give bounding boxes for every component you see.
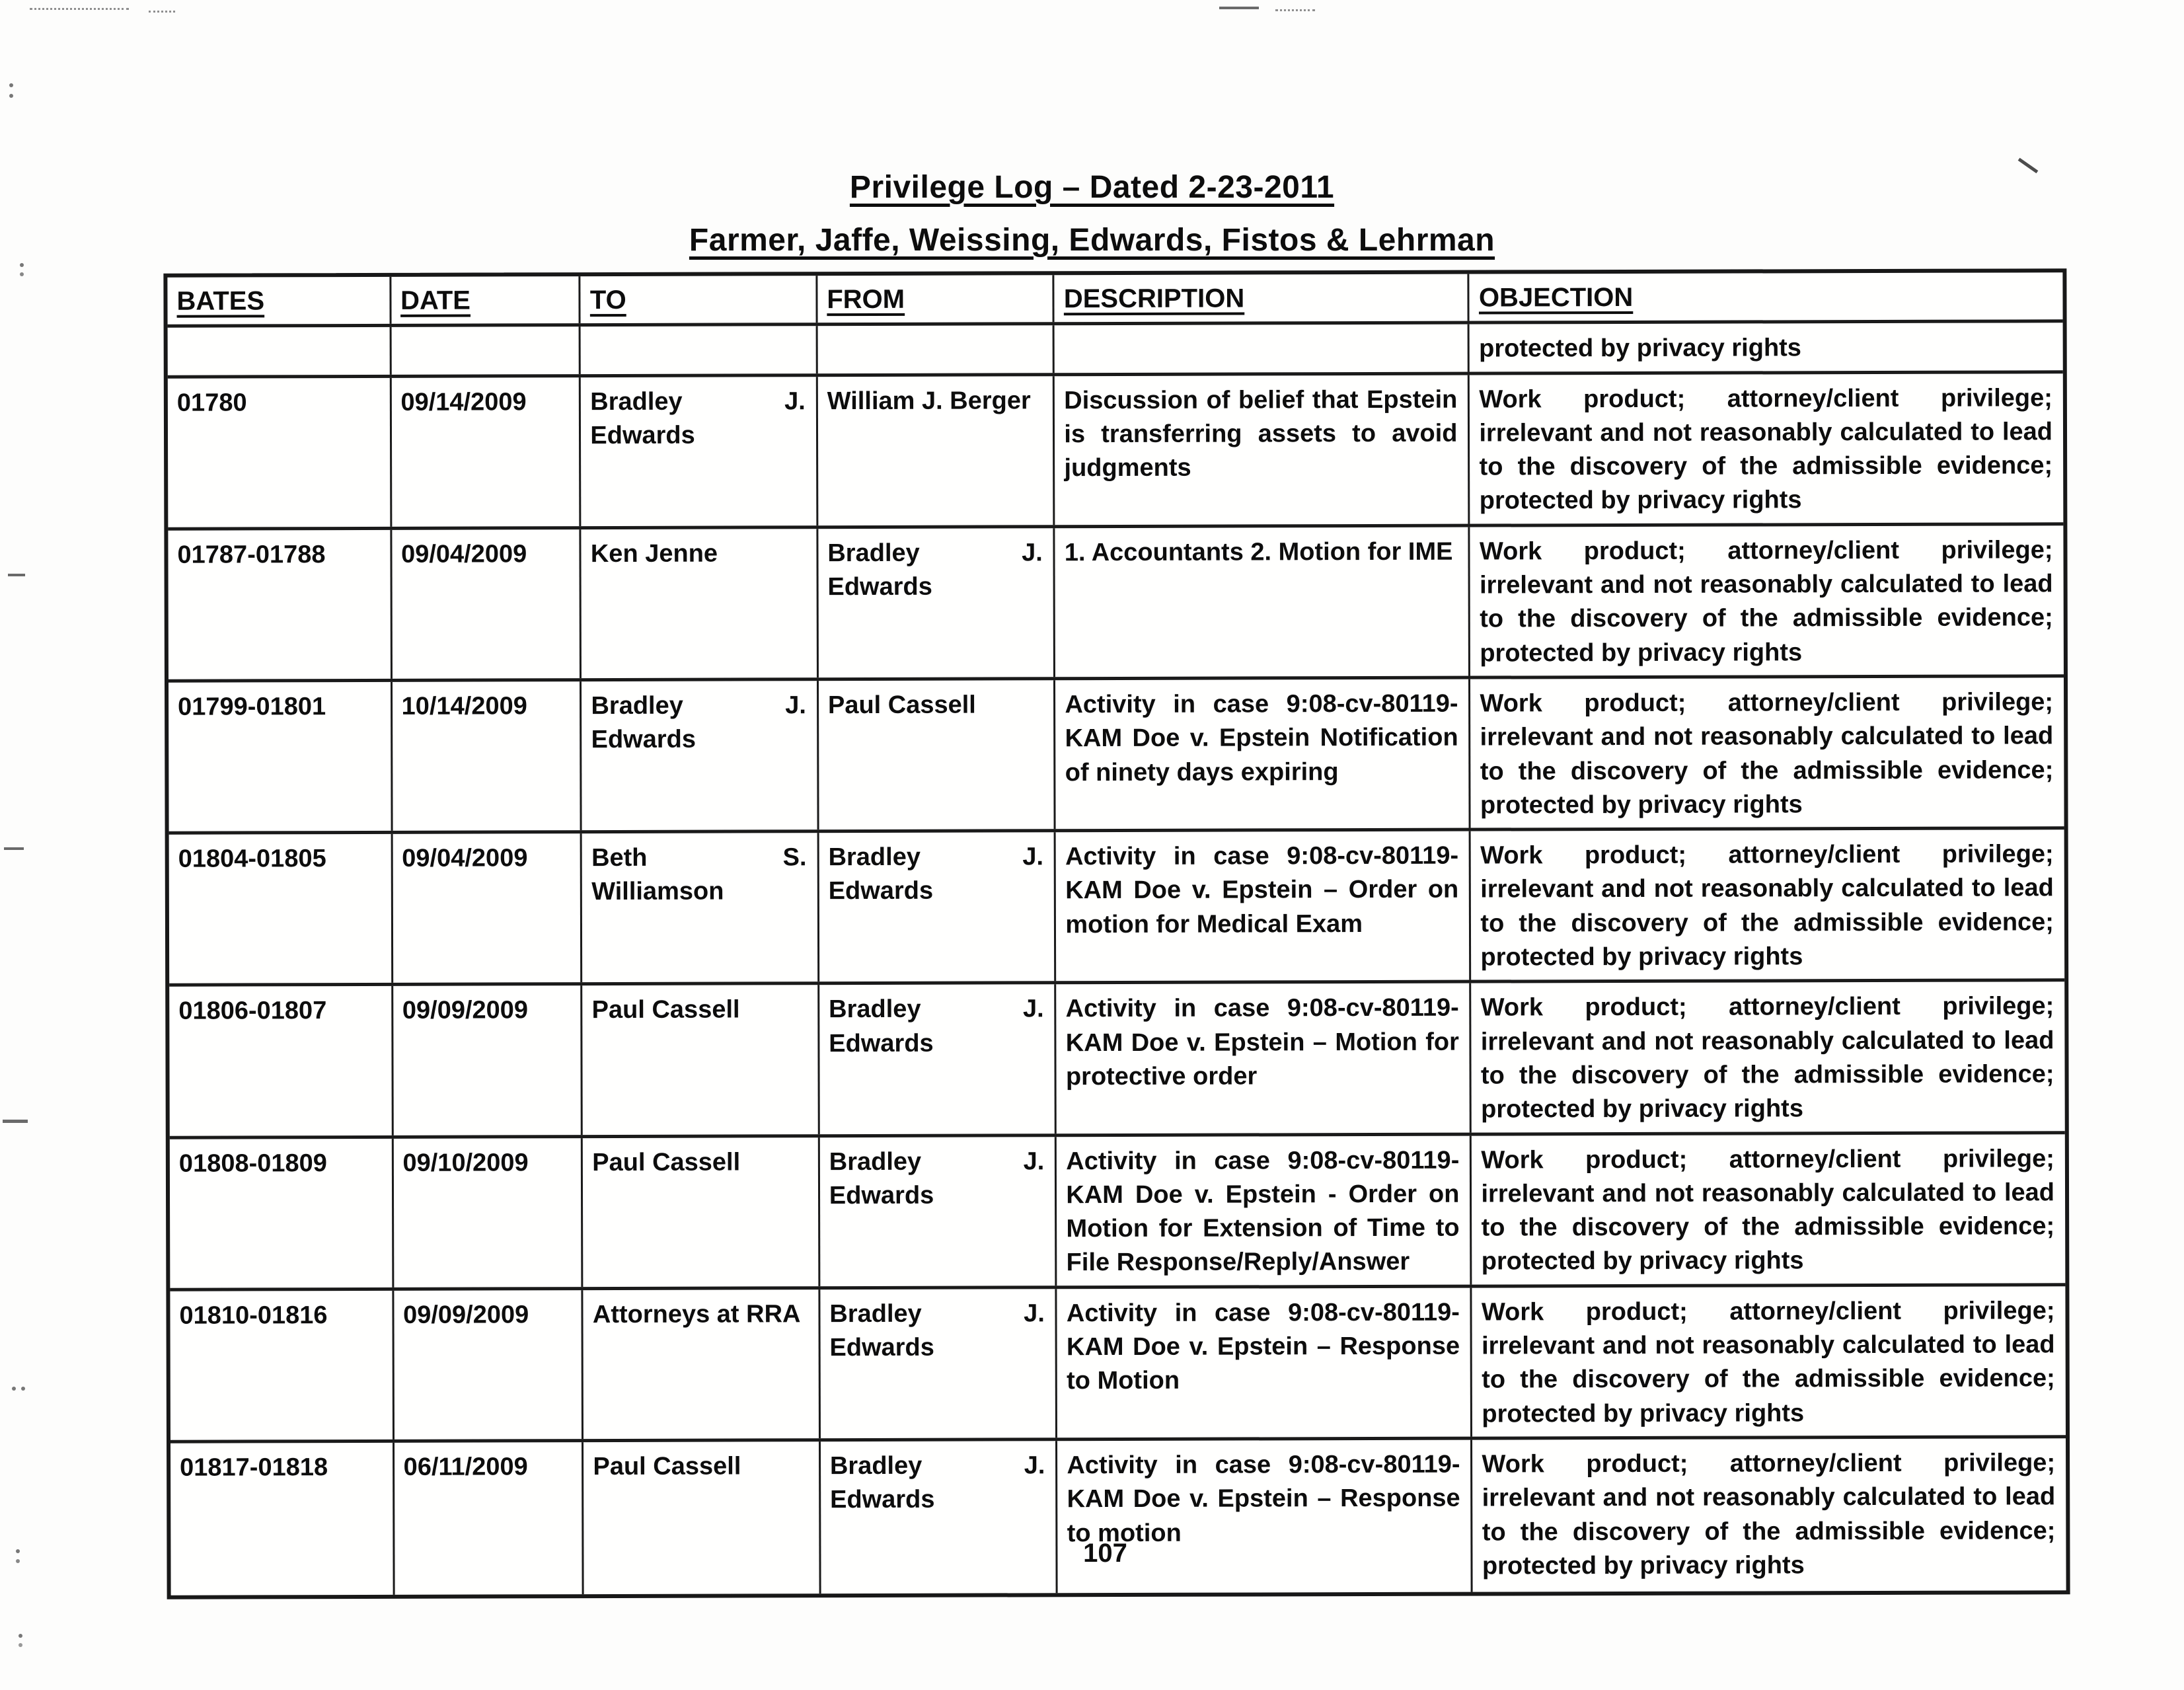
cell-objection: Work product; attorney/client privilege; irrelevant and not reasonably calculated to lead to the discovery of the admissible evidence; protected by privacy rights: [1469, 829, 2064, 980]
column-header-label: BATES: [176, 286, 265, 316]
scan-artifact: [4, 847, 24, 850]
table-row-1: [168, 370, 2064, 527]
cell-date: 09/14/2009: [389, 377, 579, 527]
cell-bates: 01806-01807: [178, 997, 327, 1026]
column-header-label: TO: [589, 285, 626, 315]
cell-description: Activity in case 9:08-cv-80119-KAM Doe v. Epstein – Response to motion: [1055, 1440, 1471, 1594]
cell-description: Discussion of belief that Epstein is transferring assets to avoid judgments: [1053, 375, 1468, 525]
cell-date: 06/11/2009: [393, 1442, 582, 1595]
table-row-4: [169, 826, 2065, 983]
cell-objection: Work product; attorney/client privilege; irrelevant and not reasonably calculated to lead to the discovery of the admissible evidence; protected by privacy rights: [1470, 1134, 2065, 1285]
cell-bates: 01799-01801: [178, 693, 326, 721]
document-subtitle: Farmer, Jaffe, Weissing, Edwards, Fistos & Lehrman: [689, 223, 1495, 258]
scan-artifact: [1219, 7, 1259, 9]
cell-to: Ken Jenne: [580, 529, 817, 678]
cell-from: Paul Cassell: [817, 680, 1054, 829]
column-header-to: [579, 276, 816, 323]
cell-bates: 01780: [176, 389, 247, 417]
document-title: Privilege Log – Dated 2-23-2011: [849, 170, 1335, 205]
column-header-label: FROM: [827, 284, 905, 315]
cell-date: 09/04/2009: [391, 833, 580, 983]
table-row-6: [170, 1131, 2066, 1288]
cell-objection: protected by privacy rights: [1468, 323, 2063, 372]
cell-objection: Work product; attorney/client privilege; irrelevant and not reasonably calculated to lead to the discovery of the admissible evidence; protected by privacy rights: [1470, 1438, 2066, 1592]
page-number: 107: [1083, 1539, 1127, 1568]
cell-to: Beth S. Williamson: [580, 833, 817, 982]
cell-description: Activity in case 9:08-cv-80119-KAM Doe v. Epstein - Order on Motion for Extension of Time to File Response/Reply/Answer: [1055, 1135, 1470, 1286]
scan-artifact: [9, 83, 13, 87]
cell-description: Activity in case 9:08-cv-80119-KAM Doe v. Epstein – Order on motion for Medical Exam: [1054, 831, 1470, 981]
cell-to: Paul Cassell: [581, 1137, 818, 1287]
column-header-from: [815, 275, 1053, 323]
cell-bates: [168, 327, 390, 375]
cell-bates: 01808-01809: [178, 1149, 327, 1178]
scan-artifact: [19, 1634, 22, 1638]
cell-from: Bradley J. Edwards: [818, 1289, 1055, 1438]
column-header-objection: [1468, 272, 2063, 321]
cell-to: Paul Cassell: [581, 985, 818, 1135]
cell-bates: 01787-01788: [177, 540, 326, 569]
cell-from: Bradley J. Edwards: [817, 832, 1054, 981]
cell-from: Bradley J. Edwards: [816, 528, 1053, 677]
column-header-date: [389, 276, 579, 324]
scan-artifact: [3, 1120, 28, 1123]
cell-date: 10/14/2009: [391, 681, 580, 831]
cell-objection: Work product; attorney/client privilege; irrelevant and not reasonably calculated to lead to the discovery of the admissible evidence; protected by privacy rights: [1468, 525, 2064, 676]
column-header-label: DESCRIPTION: [1063, 284, 1245, 314]
privilege-log-table: [163, 268, 2070, 1599]
scan-artifact: [20, 263, 24, 267]
cell-bates: 01810-01816: [179, 1301, 328, 1330]
cell-description: Activity in case 9:08-cv-80119-KAM Doe v. Epstein – Response to Motion: [1055, 1287, 1471, 1438]
cell-to: [579, 326, 816, 373]
cell-from: Bradley J. Edwards: [818, 1137, 1055, 1286]
cell-objection: Work product; attorney/client privilege; irrelevant and not reasonably calculated to lead to the discovery of the admissible evidence; protected by privacy rights: [1470, 1286, 2066, 1437]
scan-artifact: [149, 11, 175, 13]
cell-description: Activity in case 9:08-cv-80119-KAM Doe v. Epstein – Motion for protective order: [1055, 983, 1470, 1133]
column-header-label: DATE: [400, 286, 471, 315]
cell-date: 09/04/2009: [390, 529, 580, 679]
cell-date: 09/09/2009: [391, 985, 581, 1135]
table-header-row: [167, 272, 2062, 325]
cell-objection: Work product; attorney/client privilege; irrelevant and not reasonably calculated to lead to the discovery of the admissible evidence; protected by privacy rights: [1470, 982, 2065, 1133]
scan-artifact: [30, 8, 129, 10]
table-row-7: [170, 1283, 2066, 1440]
cell-from: [815, 326, 1053, 373]
table-row-2: [168, 522, 2064, 679]
scan-artifact: [8, 574, 25, 576]
scan-artifact: [12, 1387, 16, 1391]
cell-description: [1053, 325, 1468, 373]
cell-from: Bradley J. Edwards: [817, 985, 1055, 1134]
cell-objection: Work product; attorney/client privilege; irrelevant and not reasonably calculated to lead to the discovery of the admissible evidence; protected by privacy rights: [1468, 677, 2064, 828]
cell-objection: Work product; attorney/client privilege; irrelevant and not reasonably calculated to lead to the discovery of the admissible evidence; protected by privacy rights: [1468, 373, 2063, 524]
cell-description: 1. Accountants 2. Motion for IME: [1053, 527, 1469, 677]
cell-from: Bradley J. Edwards: [819, 1441, 1056, 1594]
cell-date: [389, 326, 579, 374]
cell-bates: 01817-01818: [180, 1453, 328, 1482]
cell-to: Bradley J. Edwards: [580, 681, 817, 830]
column-header-description: [1053, 274, 1468, 323]
cell-to: Bradley J. Edwards: [579, 377, 816, 526]
scan-artifact: [1275, 9, 1315, 11]
column-header-bates: [167, 277, 389, 325]
cell-from: William J. Berger: [816, 376, 1053, 525]
cell-bates: 01804-01805: [178, 845, 326, 873]
column-header-label: OBJECTION: [1478, 282, 1634, 313]
cell-date: 09/09/2009: [392, 1290, 582, 1440]
table-row-5: [169, 979, 2065, 1136]
table-row-8: [170, 1435, 2066, 1595]
cell-to: Attorneys at RRA: [582, 1289, 819, 1439]
table-row-3: [169, 674, 2064, 831]
cell-to: Paul Cassell: [582, 1441, 819, 1594]
table-row-0: [168, 320, 2063, 375]
cell-date: 09/10/2009: [391, 1138, 581, 1287]
cell-description: Activity in case 9:08-cv-80119-KAM Doe v. Epstein Notification of ninety days expiring: [1053, 679, 1469, 829]
